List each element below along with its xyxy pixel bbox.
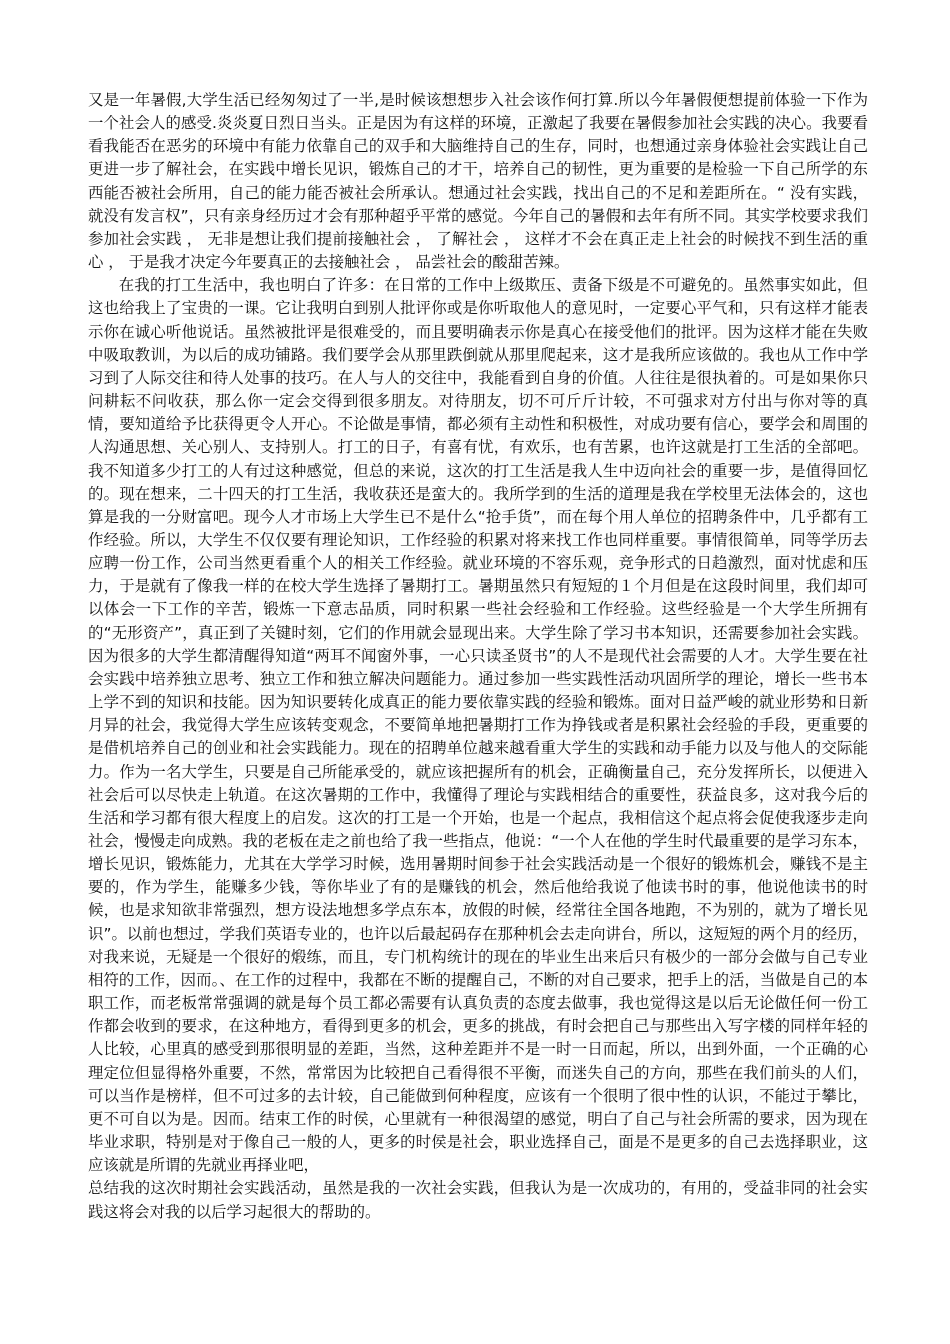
paragraph-intro: 又是一年暑假,大学生活已经匆匆过了一半,是时候该想想步入社会该作何打算.所以今年暑假便想提前体验一下作为一个社会人的感受.炎炎夏日烈日当头。正是因为有这样的环境，正激起了我要在暑假参加社会实践的决心。我要看看我能否在恶劣的环境中有能力依靠自己的双手和大脑维持自己的生存，同时，也想通过亲身体验社会实践让自己更进一步了解社会，在实践中增长见识，锻炼自己的才干，培养自己的韧性，更为重要的是检验一下自己所学的东西能否被社会所用，自己的能力能否被社会所承认。想通过社会实践，找出自己的不足和差距所在。“ 没有实践，就没有发言权”，只有亲身经历过才会有那种超乎平常的感觉。今年自己的暑假和去年有所不同。其实学校要求我们参加社会实践 ， 无非是想让我们提前接触社会 ， 了解社会 ， 这样才不会在真正走上社会的时候找不到生活的重心 ， 于是我才决定今年要真正的去接触社会 ， 品尝社会的酸甜苦辣。 [88, 91, 868, 272]
paragraph-conclusion: 总结我的这次时期社会实践活动，虽然是我的一次社会实践，但我认为是一次成功的，有用的，受益非同的社会实践这将会对我的以后学习起很大的帮助的。 [88, 1179, 868, 1221]
document-page [88, 89, 868, 1224]
paragraph-work-experience: 在我的打工生活中，我也明白了许多：在日常的工作中上级欺压、责备下级是不可避免的。虽然事实如此，但这也给我上了宝贵的一课。它让我明白到别人批评你或是你听取他人的意见时，一定要心平气和，只有这样才能表示你在诚心听他说话。虽然被批评是很难受的，而且要明确表示你是真心在接受他们的批评。因为这样才能在失败中吸取教训，为以后的成功铺路。我们要学会从那里跌倒就从那里爬起来，这才是我所应该做的。我也从工作中学习到了人际交往和待人处事的技巧。在人与人的交往中，我能看到自身的价值。人往往是很执着的。可是如果你只问耕耘不问收获，那么你一定会交得到很多朋友。对待朋友，切不可斤斤计较，不可强求对方付出与你对等的真情，要知道给予比获得更令人开心。不论做是事情，都必须有主动性和积极性，对成功要有信心，要学会和周围的人沟通思想、关心别人、支持别人。打工的日子，有喜有忧，有欢乐，也有苦累，也许这就是打工生活的全部吧。我不知道多少打工的人有过这种感觉，但总的来说，这次的打工生活是我人生中迈向社会的重要一步，是值得回忆的。现在想来，二十四天的打工生活，我收获还是蛮大的。我所学到的生活的道理是我在学校里无法体会的，这也算是我的一分财富吧。现今人才市场上大学生已不是什么“抢手货”，而在每个用人单位的招聘条件中，几乎都有工作经验。所以，大学生不仅仅要有理论知识，工作经验的积累对将来找工作也同样重要。事情很简单，同等学历去应聘一份工作，公司当然更看重个人的相关工作经验。就业环境的不容乐观，竞争形式的日趋激烈，面对忧虑和压力，于是就有了像我一样的在校大学生选择了暑期打工。暑期虽然只有短短的１个月但是在这段时间里，我们却可以体会一下工作的辛苦，锻炼一下意志品质，同时积累一些社会经验和工作经验。这些经验是一个大学生所拥有的“无形资产”，真正到了关键时刻，它们的作用就会显现出来。大学生除了学习书本知识，还需要参加社会实践。因为很多的大学生都清醒得知道“两耳不闻窗外事，一心只读圣贤书”的人不是现代社会需要的人才。大学生要在社会实践中培养独立思考、独立工作和独立解决问题能力。通过参加一些实践性活动巩固所学的理论，增长一些书本上学不到的知识和技能。因为知识要转化成真正的能力要依靠实践的经验和锻炼。面对日益严峻的就业形势和日新月异的社会，我觉得大学生应该转变观念，不要简单地把暑期打工作为挣钱或者是积累社会经验的手段，更重要的是借机培养自己的创业和社会实践能力。现在的招聘单位越来越看重大学生的实践和动手能力以及与他人的交际能力。作为一名大学生，只要是自己所能承受的，就应该把握所有的机会，正确衡量自己，充分发挥所长，以便进入社会后可以尽快走上轨道。在这次暑期的工作中，我懂得了理论与实践相结合的重要性，获益良多，这对我今后的生活和学习都有很大程度上的启发。这次的打工是一个开始，也是一个起点，我相信这个起点将会促使我逐步走向社会，慢慢走向成熟。我的老板在走之前也给了我一些指点，他说：“一个人在他的学生时代最重要的是学习东本，增长见识，锻炼能力，尤其在大学学习时候，选用暑期时间参于社会实践活动是一个很好的锻炼机会，赚钱不是主要的，作为学生，能赚多少钱，等你毕业了有的是赚钱的机会，然后他给我说了他读书时的事，他说他读书的时候，也是求知欲非常强烈，想方设法地想多学点东本，放假的时候，经常往全国各地跑，不为别的，就为了增长见识”。以前也想过，学我们英语专业的，也许以后最起码存在那种机会去走向讲台，所以，这短短的两个月的经历，对我来说，无疑是一个很好的煅练，而且，专门机构统计的现在的毕业生出来后只有极少的一部分会做与自己专业相符的工作，因而。、在工作的过程中，我都在不断的提醒自己，不断的对自己要求，把手上的活，当做是自己的本职工作，而老板常常强调的就是每个员工都必需要有认真负责的态度去做事，我也觉得这是以后无论做任何一份工作都会收到的要求，在这种地方，看得到更多的机会，更多的挑战，有时会把自己与那些出入写字楼的同样年轻的人比较，心里真的感受到那很明显的差距，当然，这种差距并不是一时一日而起，所以，出到外面，一个正确的心理定位但显得格外重要，不然，常常因为比较把自己看得很不平衡，而迷失自己的方向，那些在我们前头的人们，可以当作是榜样，但不可过多的去计较，自己能做到何种程度，应该有一个很明了很中性的认识，不能过于攀比，更不可自以为是。因而。结束工作的时侯，心里就有一种很渴望的感觉，明白了自己与社会所需的要求，因为现在毕业求职，特别是对于像自己一般的人，更多的时侯是社会，职业选择自己，面是不是更多的自己去选择职业，这应该就是所谓的先就业再择业吧， [88, 276, 868, 1175]
